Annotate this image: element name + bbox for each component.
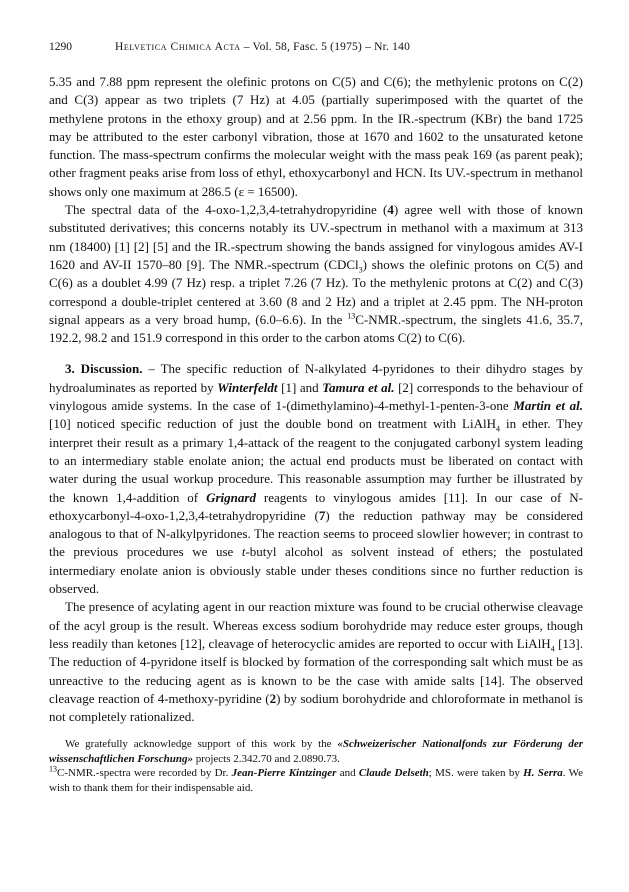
author-name: Tamura et al. (322, 379, 395, 395)
text-run: 5.35 and 7.88 ppm represent the olefinic protons on C(5) and C(6); the methylenic protons on C(2) and C(3) appear as two triplets (7 Hz) at 4.05 (partially superimposed with the quartet of the methylene protons in the ethoxy group) and at 2.56 ppm. In the IR.-spectrum (KBr) the band 1725 may be attributed to the ester carbonyl vibration, those at 1670 and 1602 to the unsaturated ketone function. The mass-spectrum confirms the molecular weight with the mass peak 169 (as parent peak); other fragment peaks arise from loss of ethyl, ethoxycarbonyl and HCN. Its UV.-spectrum in methanol shows only one maximum at 286.5 (ε = 16500). (49, 74, 583, 199)
text-run: ; MS. were taken by (428, 767, 524, 780)
paragraph-acylating-agent (49, 598, 583, 726)
funding-body: «Schweizerischer Nationalfonds zur Förderung der wissenschaftlichen Forschung» (49, 738, 583, 765)
text-run: C-NMR.-spectra were recorded by Dr. (57, 767, 232, 780)
author-name: Martin et al. (513, 398, 583, 414)
text-run: The spectral data of the 4-oxo-1,2,3,4-tetrahydropyridine ( (65, 202, 388, 218)
author-name: Grignard (206, 489, 256, 505)
superscript: 13 (49, 764, 57, 774)
superscript: 13 (347, 311, 356, 321)
subscript: 4 (496, 424, 501, 434)
compound-number: 4 (387, 202, 394, 218)
text-run: ) the reduction pathway may be considered analogous to that of N-alkylpyridones. The reaction seems to proceed slowlier however; in contrast to the previous procedures we use (49, 507, 583, 560)
text-run: [1] and (277, 379, 323, 395)
paragraph-spectra-compound-4 (49, 201, 583, 347)
acknowledgement (49, 737, 583, 795)
person-name: Jean-Pierre Kintzinger (231, 767, 337, 780)
italic-prefix: t (241, 544, 246, 560)
text-run: in ether. They interpret their result as a primary 1,4-attack of the reagent to the conjugated carbonyl system leading to an intermediary stable enolate anion; the actual end products must be liberated on contact with water during the usual workup procedure. This reasonable assumption may further be illustrated by the known 1,4-addition of (49, 416, 584, 505)
subscript: 4 (550, 644, 555, 654)
person-name: H. Serra (523, 767, 563, 780)
compound-number: 2 (269, 690, 277, 706)
text-run: C-NMR.-spectrum, the singlets 41.6, 35.7, 192.2, 98.2 and 151.9 correspond in this order to the carbon atoms C(2) to C(6). (49, 311, 583, 346)
text-run: We gratefully acknowledge support of this work by the (65, 738, 338, 751)
journal-title: Helvetica Chimica Acta (115, 41, 241, 53)
text-run: . We wish to thank them for their indispensable aid. (49, 767, 584, 794)
compound-number: 7 (318, 507, 326, 523)
paragraph-discussion (49, 360, 583, 598)
text-run: -butyl alcohol as solvent instead of ethers; the postulated intermediary enolate anion is obviously stable under theses conditions since no further reduction is observed. (49, 544, 583, 597)
text-run: projects 2.342.70 and 2.0890.73. (192, 752, 340, 765)
journal-citation (115, 40, 410, 54)
paragraph-spectra-compound-7 (49, 73, 583, 201)
journal-volume: – Vol. 58, Fasc. 5 (1975) – Nr. 140 (243, 41, 411, 53)
person-name: Claude Delseth (358, 767, 429, 780)
text-run: reagents to vinylogous amides [11]. In our case of N-ethoxycarbonyl-4-oxo-1,2,3,4-tetrahydropyridine ( (49, 489, 583, 523)
acknowledgement-text (49, 737, 583, 795)
section-gap (49, 347, 583, 360)
text-run: ) shows the olefinic protons on C(5) and C(6) as a doublet 4.99 (7 Hz) resp. a triplet 7.26 (7 Hz). To the methylenic protons at C(2) and C(3) correspond a double-triplet centered at 3.60 (8 and 2 Hz) and a triplet at 2.45 ppm. The NH-proton signal appears as a very broad hump, (6.0–6.6). In the (49, 256, 583, 327)
text-run: – The specific reduction of N-alkylated 4-pyridones to their dihydro stages by hydroaluminates as reported by (49, 361, 583, 395)
section-heading: 3. Discussion. (65, 361, 143, 377)
text-run: ) by sodium borohydride and chloroformate in methanol is not completely rationalized. (49, 690, 583, 725)
page-number: 1290 (49, 41, 72, 53)
text-run: The presence of acylating agent in our reaction mixture was found to be crucial otherwise cleavage of the acyl group is the result. Whereas excess sodium borohydride may reduce ester groups, though less readily than ketones [12], cleavage of heterocyclic amides are reported to occur with LiAlH (49, 599, 583, 651)
author-name: Winterfeldt (217, 379, 278, 395)
text-run: [13]. The reduction of 4-pyridone itself is blocked by formation of the corresponding salt which must be as unreactive to the reducing agent as is known to be the case with amide salts [14]. The observed cleavage reaction of 4-methoxy-pyridine ( (49, 635, 583, 706)
text-run: and (336, 767, 359, 780)
text-run: [2] corresponds to the behaviour of vinylogous amide systems. In the case of 1-(dimethylamino)-4-methyl-1-penten-3-one (49, 379, 583, 414)
subscript: 3 (358, 265, 363, 275)
text-run: [10] noticed specific reduction of just the double bond on treatment with LiAlH (49, 416, 497, 432)
text-run: ) agree well with those of known substituted derivatives; this concerns notably its UV.-spectrum in methanol with a maximum at 313 nm (18400) [1] [2] [5] and the IR.-spectrum showing the bands assigned for vinylogous amides AV-I 1620 and AV-II 1570–80 [9]. The NMR.-spectrum (CDCl (49, 202, 583, 272)
running-header (49, 40, 583, 54)
